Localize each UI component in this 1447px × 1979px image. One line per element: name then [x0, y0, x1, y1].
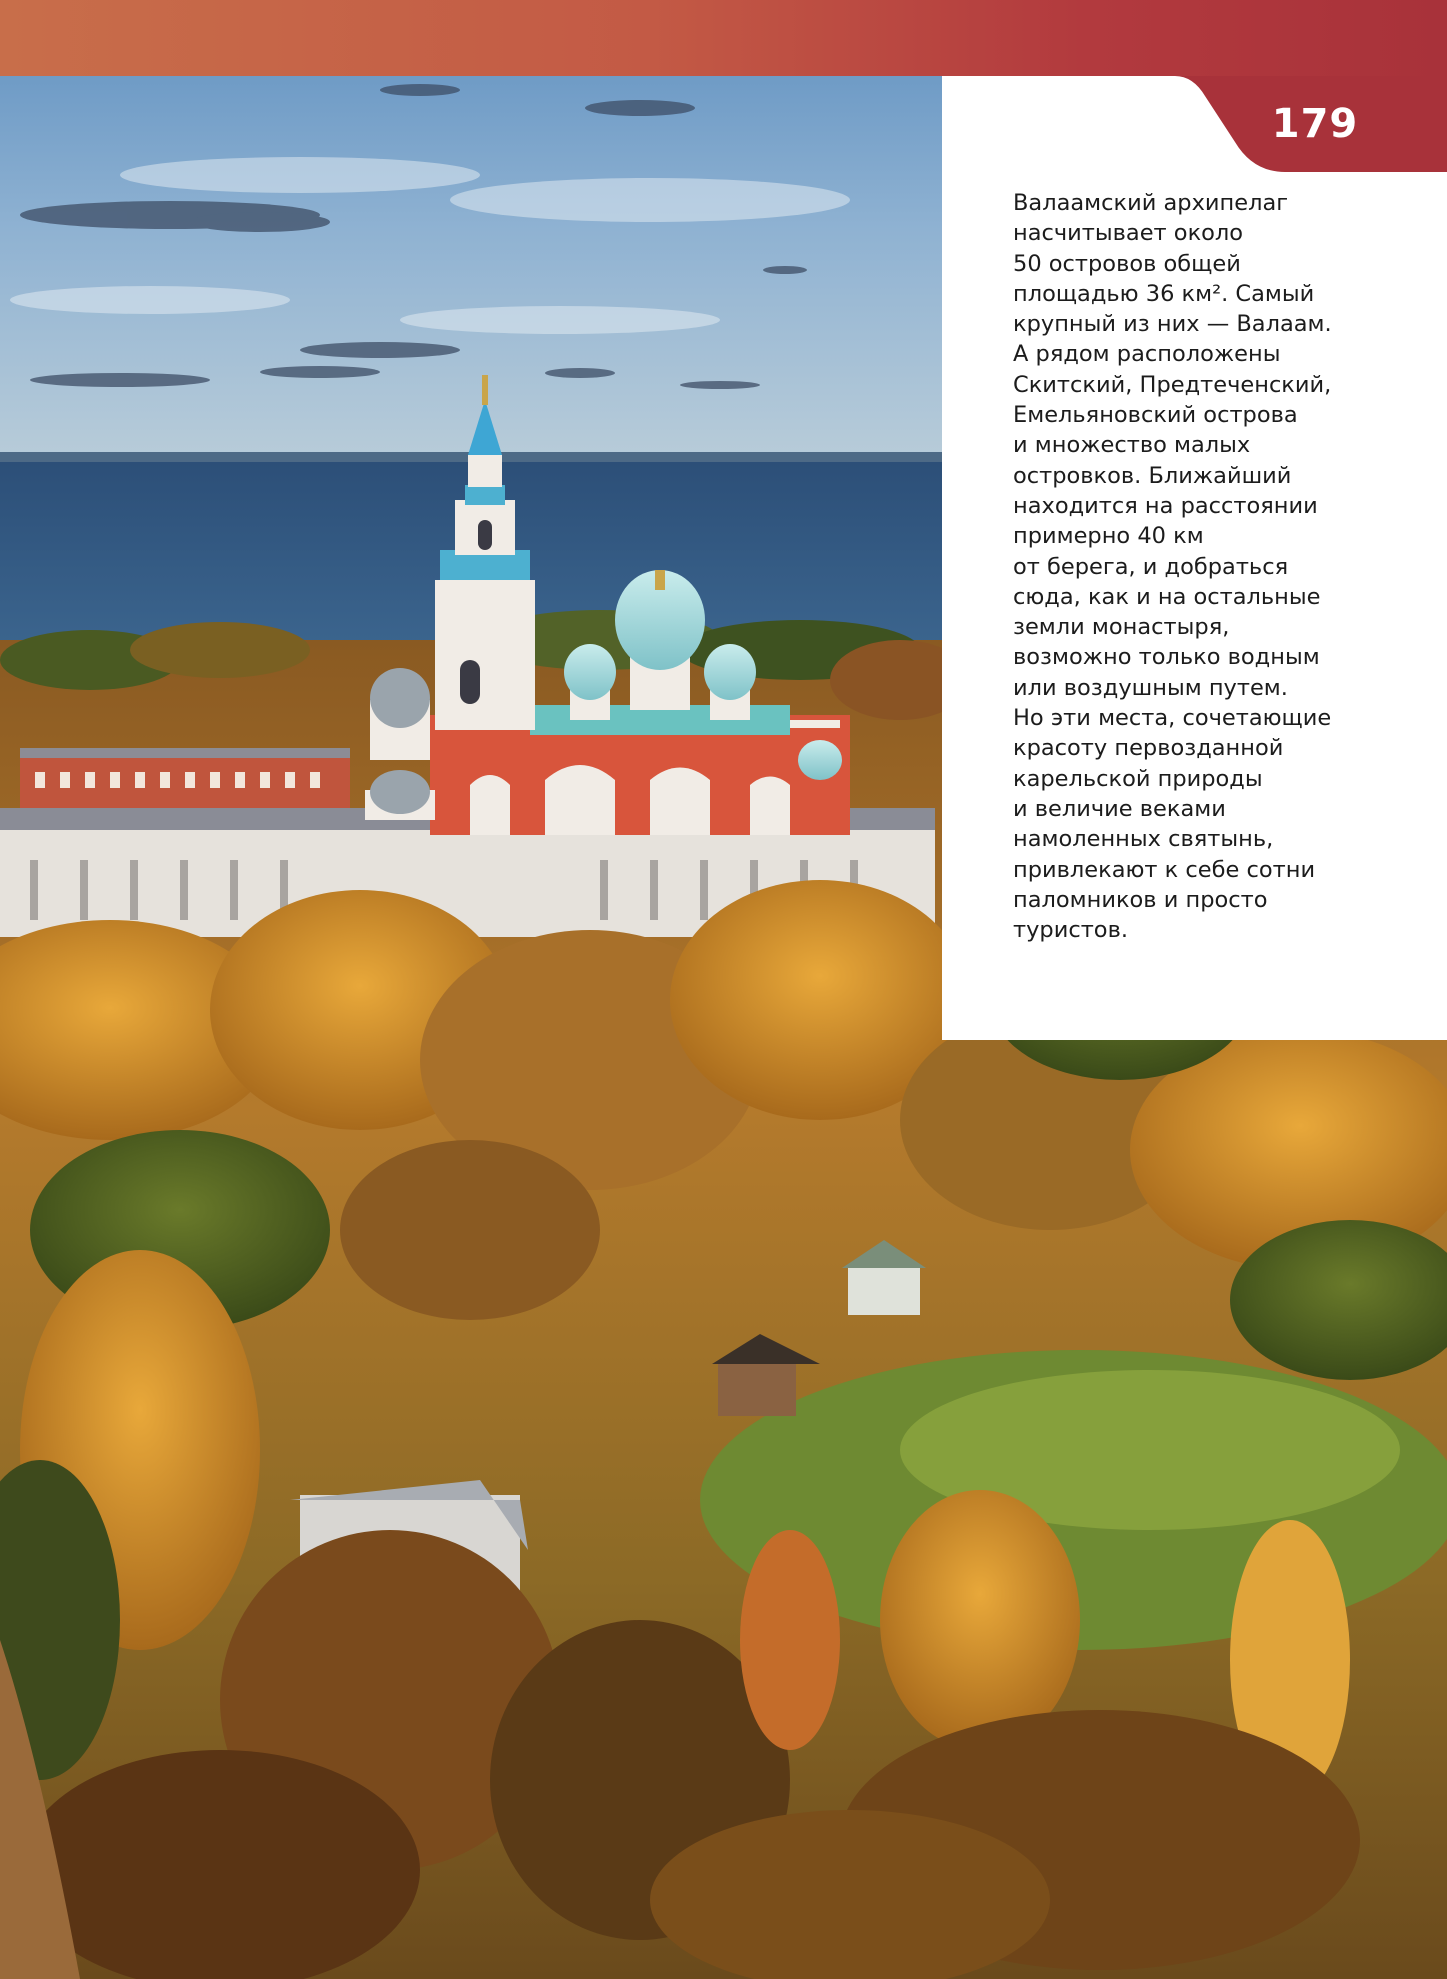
- text-line: земли монастыря,: [1013, 614, 1230, 641]
- text-line: туристов.: [1013, 917, 1128, 944]
- text-line: красоту первозданной: [1013, 735, 1284, 762]
- text-line: привлекают к себе сотни: [1013, 856, 1316, 883]
- text-line: Но эти места, сочетающие: [1013, 705, 1332, 732]
- text-line: возможно только водным: [1013, 644, 1320, 671]
- article-paragraph: [1013, 188, 1403, 945]
- text-line: Валаамский архипелаг: [1013, 190, 1289, 216]
- text-line: островков. Ближайший: [1013, 462, 1292, 489]
- page-number: 179: [1271, 101, 1359, 147]
- text-line: и множество малых: [1013, 432, 1251, 459]
- text-line: 50 островов общей: [1013, 250, 1241, 277]
- text-line: от берега, и добраться: [1013, 553, 1289, 580]
- text-line: крупный из них — Валаам.: [1013, 311, 1332, 338]
- text-line: карельской природы: [1013, 765, 1263, 792]
- text-line: Емельяновский острова: [1013, 402, 1298, 429]
- text-line: намоленных святынь,: [1013, 826, 1274, 853]
- text-line: насчитывает около: [1013, 220, 1244, 247]
- text-line: сюда, как и на остальные: [1013, 583, 1321, 610]
- text-line: или воздушным путем.: [1013, 674, 1288, 701]
- text-line: площадью 36 км². Самый: [1013, 280, 1315, 307]
- text-line: А рядом расположены: [1013, 341, 1281, 368]
- top-band: [0, 0, 1447, 76]
- text-line: паломников и просто: [1013, 886, 1268, 913]
- text-line: Скитский, Предтеченский,: [1013, 371, 1332, 398]
- text-line: примерно 40 км: [1013, 523, 1204, 550]
- text-line: находится на расстоянии: [1013, 492, 1318, 519]
- text-line: и величие веками: [1013, 795, 1226, 822]
